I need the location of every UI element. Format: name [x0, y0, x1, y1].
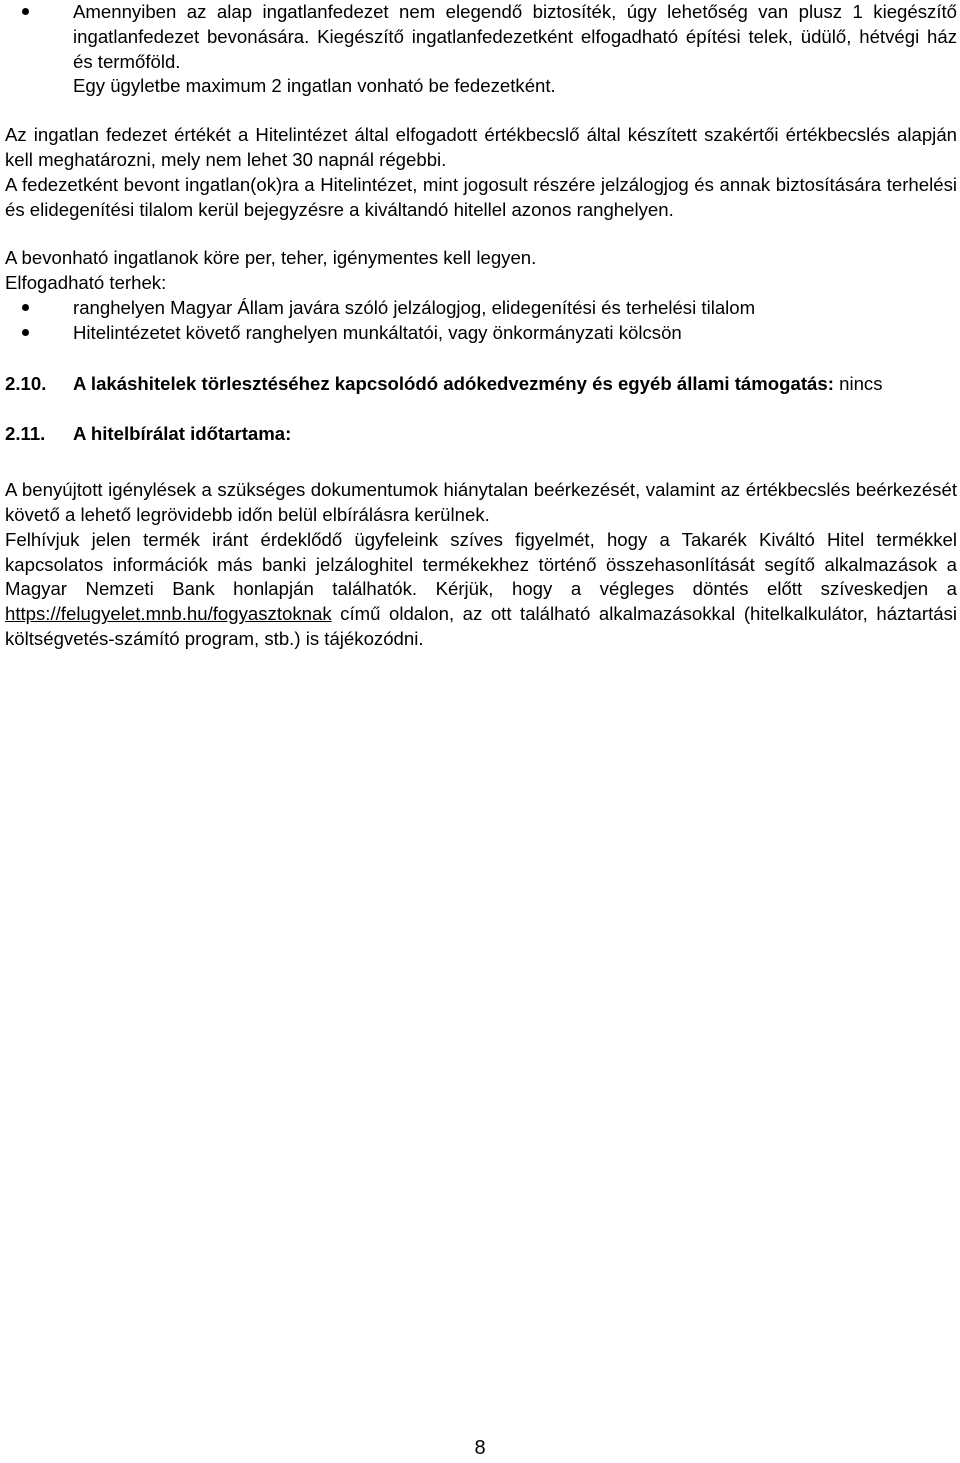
section-title-2-10: A lakáshitelek törlesztéséhez kapcsolódó adókedvezmény és egyéb állami támogatás:: [73, 372, 834, 394]
paragraph-mnb: [5, 528, 957, 652]
paragraph-bevonhato: A bevonható ingatlanok köre per, teher, igénymentes kell legyen.: [5, 247, 537, 269]
bullet-terhek-2-text: Hitelintézetet követő ranghelyen munkáltatói, vagy önkormányzati kölcsön: [73, 321, 682, 343]
bullet-fedezet: [5, 0, 957, 99]
bullet-dot-icon: [22, 8, 29, 15]
paragraph-mnb-text-2: című oldalon, az ott található alkalmazásokkal (hitelkalkulátor, háztartási költségvetés-számító program, stb.) is tájékozódni.: [5, 603, 957, 649]
section-number-2-11: 2.11.: [5, 423, 46, 445]
paragraph-jelzalog: A fedezetként bevont ingatlan(ok)ra a Hitelintézet, mint jogosult részére jelzálogjog és annak biztosítására terhelési és elidegenítési tilalom kerül bejegyzésre a kiváltandó hitellel azonos ranghelyen.: [5, 173, 957, 220]
bullet-terhek-1: [5, 296, 957, 321]
section-number-2-10: 2.10.: [5, 372, 47, 394]
section-value-2-10: nincs: [833, 372, 883, 394]
section-heading-2-10: [5, 372, 957, 397]
section-heading-2-11: [5, 422, 957, 447]
paragraph-elbiralas: A benyújtott igénylések a szükséges dokumentumok hiánytalan beérkezését, valamint az értékbecslés beérkezését követő a lehető legrövidebb időn belül elbírálásra kerülnek.: [5, 479, 957, 525]
bullet-dot-icon: [22, 304, 29, 311]
page-content: [5, 0, 957, 652]
bullet-fedezet-text-2: Egy ügyletbe maximum 2 ingatlan vonható be fedezetként.: [73, 75, 556, 97]
bullet-fedezet-text: Amennyiben az alap ingatlanfedezet nem elegendő biztosíték, úgy lehetőség van plusz 1 kiegészítő ingatlanfedezet bevonására. Kiegészítő ingatlanfedezetként elfogadható építési telek, üdülő, hétvégi ház és termőföld.: [73, 1, 957, 72]
paragraph-mnb-text-1: Felhívjuk jelen termék iránt érdeklődő ügyfeleink szíves figyelmét, hogy a Takarék Kiváltó Hitel termékkel kapcsolatos információk más banki jelzáloghitel termékekhez történő összehasonlítását segítő alkalmazások a Magyar Nemzeti Bank honlapján találhatók. Kérjük, hogy a végleges döntés előtt szíveskedjen a: [5, 528, 957, 600]
bullet-dot-icon: [22, 329, 29, 336]
paragraph-ertekbecsles: Az ingatlan fedezet értékét a Hitelintézet által elfogadott értékbecslő által készített szakértői értékbecslés alapján kell meghatározni, mely nem lehet 30 napnál régebbi.: [5, 124, 957, 170]
paragraph-terhek-label: Elfogadható terhek:: [5, 272, 167, 294]
section-title-2-11: A hitelbírálat időtartama:: [73, 423, 292, 445]
mnb-link[interactable]: https://felugyelet.mnb.hu/fogyasztoknak: [5, 603, 332, 625]
page-number: 8: [474, 1437, 486, 1459]
bullet-terhek-2: [5, 321, 957, 346]
bullet-terhek-1-text: ranghelyen Magyar Állam javára szóló jelzálogjog, elidegenítési és terhelési tilalom: [73, 296, 756, 318]
